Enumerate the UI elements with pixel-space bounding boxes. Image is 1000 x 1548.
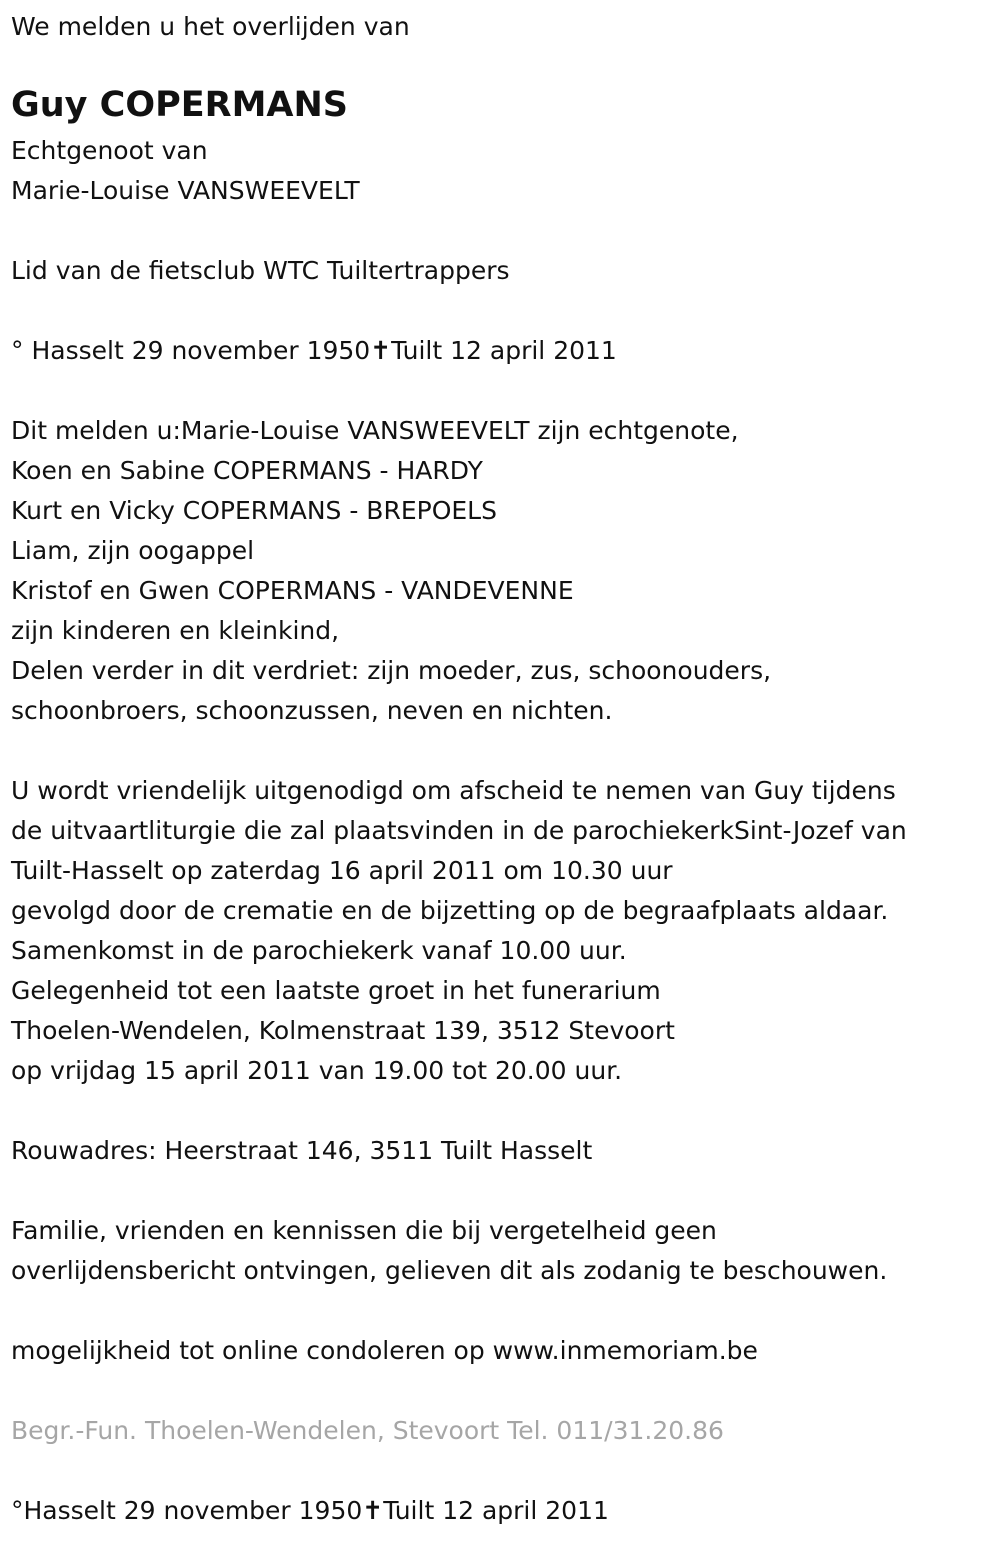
ceremony-line: op vrijdag 15 april 2011 van 19.00 tot 20.00 uur.: [11, 1056, 623, 1085]
family-line: Kristof en Gwen COPERMANS - VANDEVENNE: [11, 576, 574, 605]
spacer: [11, 731, 991, 771]
spouse-label: Echtgenoot van: [11, 136, 208, 165]
cross-icon: ✝: [370, 336, 392, 365]
footer-birth-text: °Hasselt 29 november 1950: [11, 1496, 363, 1525]
family-line: Dit melden u:Marie-Louise VANSWEEVELT zijn echtgenote,: [11, 416, 739, 445]
ceremony-line: Thoelen-Wendelen, Kolmenstraat 139, 3512 Stevoort: [11, 1016, 675, 1045]
spacer: [11, 1451, 991, 1491]
spouse-name: Marie-Louise VANSWEEVELT: [11, 176, 360, 205]
ceremony-line: de uitvaartliturgie die zal plaatsvinden in de parochiekerkSint-Jozef van: [11, 816, 907, 845]
family-line: Koen en Sabine COPERMANS - HARDY: [11, 456, 483, 485]
obituary-document: [11, 7, 991, 1531]
ceremony-line: Samenkomst in de parochiekerk vanaf 10.00 uur.: [11, 936, 627, 965]
spacer: [11, 1091, 991, 1131]
notice-line: overlijdensbericht ontvingen, gelieven dit als zodanig te beschouwen.: [11, 1256, 888, 1285]
ceremony-section: [11, 771, 991, 1091]
spacer: [11, 1371, 991, 1411]
spacer: [11, 1291, 991, 1331]
spacer: [11, 371, 991, 411]
notice-line: Familie, vrienden en kennissen die bij vergetelheid geen: [11, 1216, 717, 1245]
online-condolence-text: mogelijkheid tot online condoleren op www.inmemoriam.be: [11, 1336, 758, 1365]
spacer: [11, 211, 991, 251]
family-line: Kurt en Vicky COPERMANS - BREPOELS: [11, 496, 497, 525]
family-line: Liam, zijn oogappel: [11, 536, 255, 565]
death-text: Tuilt 12 april 2011: [391, 336, 617, 365]
intro-text: We melden u het overlijden van: [11, 12, 410, 41]
deceased-name: Guy COPERMANS: [11, 85, 349, 125]
notice-section: [11, 1211, 991, 1291]
footer-death-text: Tuilt 12 april 2011: [383, 1496, 609, 1525]
family-line: Delen verder in dit verdriet: zijn moeder, zus, schoonouders,: [11, 656, 772, 685]
ceremony-line: U wordt vriendelijk uitgenodigd om afscheid te nemen van Guy tijdens: [11, 776, 896, 805]
spacer: [11, 291, 991, 331]
family-line: zijn kinderen en kleinkind,: [11, 616, 340, 645]
ceremony-line: Tuilt-Hasselt op zaterdag 16 april 2011 om 10.30 uur: [11, 856, 673, 885]
mourning-address: Rouwadres: Heerstraat 146, 3511 Tuilt Hasselt: [11, 1136, 593, 1165]
funeral-home-text: Begr.-Fun. Thoelen-Wendelen, Stevoort Tel. 011/31.20.86: [11, 1416, 724, 1445]
spacer: [11, 1171, 991, 1211]
birth-death-line: [11, 331, 991, 371]
ceremony-line: gevolgd door de crematie en de bijzetting op de begraafplaats aldaar.: [11, 896, 889, 925]
membership-text: Lid van de fietsclub WTC Tuiltertrappers: [11, 256, 510, 285]
family-section: [11, 411, 991, 731]
birth-text: ° Hasselt 29 november 1950: [11, 336, 371, 365]
footer-dates-line: [11, 1491, 991, 1531]
family-line: schoonbroers, schoonzussen, neven en nichten.: [11, 696, 613, 725]
ceremony-line: Gelegenheid tot een laatste groet in het funerarium: [11, 976, 661, 1005]
footer-cross-icon: ✝: [362, 1496, 384, 1525]
